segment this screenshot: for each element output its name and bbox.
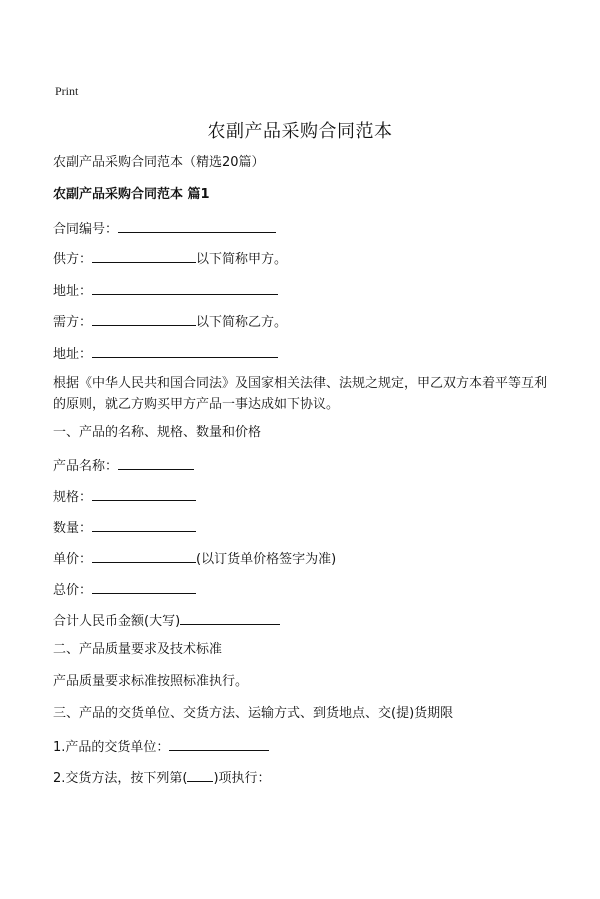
quantity-blank (92, 518, 196, 532)
unit-price-note: (以订货单价格签字为准) (196, 552, 337, 567)
address2-row (53, 344, 278, 363)
product-name-blank (118, 456, 194, 470)
quality-text: 产品质量要求标准按照标准执行。 (53, 674, 249, 689)
section1-title: 一、产品的名称、规格、数量和价格 (53, 425, 262, 440)
spec-blank (92, 487, 196, 501)
section3-title: 三、产品的交货单位、交货方法、运输方式、到货地点、交(提)货期限 (53, 706, 454, 721)
contract-number-row (53, 219, 276, 238)
total-price-row (53, 580, 196, 599)
section-heading: 农副产品采购合同范本 篇1 (53, 187, 210, 202)
delivery-method-suffix: )项执行： (213, 771, 271, 786)
total-rmb-row (53, 611, 280, 630)
quantity-row (53, 518, 196, 537)
address1-label: 地址： (53, 284, 93, 299)
total-rmb-label: 合计人民币金额(大写) (53, 614, 181, 629)
supplier-row (53, 249, 287, 268)
spec-row (53, 487, 196, 506)
unit-price-row (53, 549, 336, 568)
delivery-method-row (53, 768, 271, 787)
supplier-suffix: 以下简称甲方。 (196, 252, 288, 267)
delivery-method-prefix: 2.交货方法，按下列第( (53, 771, 188, 786)
address2-label: 地址： (53, 347, 93, 362)
section2-title: 二、产品质量要求及技术标准 (53, 642, 223, 657)
supplier-blank (92, 249, 196, 263)
delivery-unit-blank (169, 737, 269, 751)
buyer-row (53, 312, 287, 331)
delivery-unit-label: 1.产品的交货单位： (53, 740, 170, 755)
address1-row (53, 281, 278, 300)
document-subtitle: 农副产品采购合同范本（精选20篇） (53, 155, 265, 170)
product-name-row (53, 456, 194, 475)
product-name-label: 产品名称： (53, 459, 119, 474)
total-price-label: 总价： (53, 583, 93, 598)
print-link[interactable]: Print (55, 84, 79, 98)
quantity-label: 数量： (53, 521, 93, 536)
document-title: 农副产品采购合同范本 (207, 121, 393, 142)
unit-price-label: 单价： (53, 552, 93, 567)
buyer-blank (92, 312, 196, 326)
buyer-suffix: 以下简称乙方。 (196, 315, 288, 330)
spec-label: 规格： (53, 490, 93, 505)
intro-paragraph: 根据《中华人民共和国合同法》及国家相关法律、法规之规定，甲乙双方本着平等互利的原则，就乙方购买甲方产品一事达成如下协议。 (53, 376, 548, 412)
delivery-method-blank (187, 768, 213, 782)
supplier-label: 供方： (53, 252, 93, 267)
delivery-unit-row (53, 737, 269, 756)
unit-price-blank (92, 549, 196, 563)
buyer-label: 需方： (53, 315, 93, 330)
total-rmb-blank (180, 611, 280, 625)
contract-number-label: 合同编号： (53, 222, 119, 237)
total-price-blank (92, 580, 196, 594)
address1-blank (92, 281, 278, 295)
contract-number-blank (118, 219, 276, 233)
address2-blank (92, 344, 278, 358)
